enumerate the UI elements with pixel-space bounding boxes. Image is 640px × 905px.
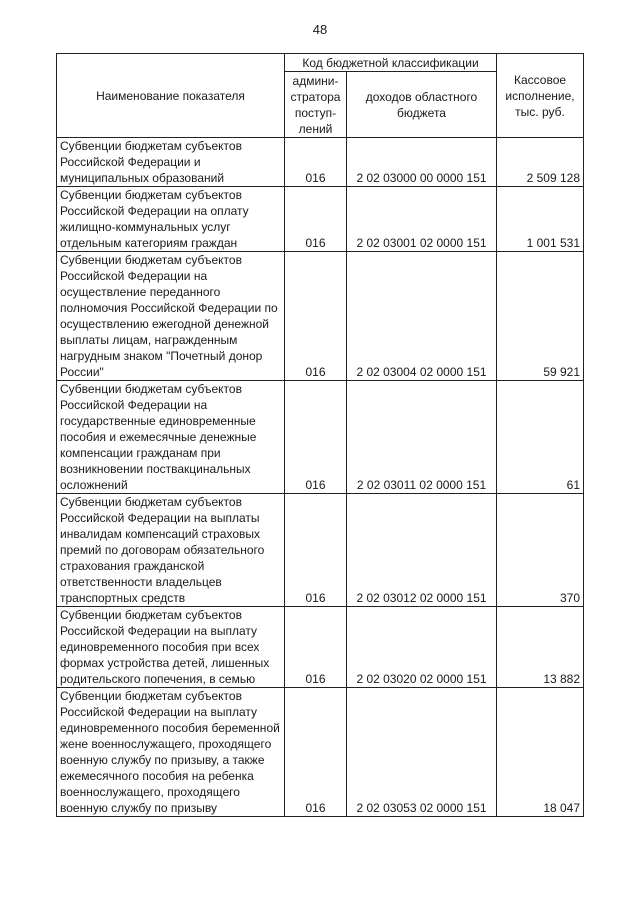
row-admin-cell: 016 — [285, 381, 347, 494]
row-name-cell: Субвенции бюджетам субъектов Российской Федерации и муниципальных образований — [57, 138, 285, 187]
row-admin-cell: 016 — [285, 187, 347, 252]
row-code-cell: 2 02 03020 02 0000 151 — [347, 607, 497, 688]
row-code-cell: 2 02 03012 02 0000 151 — [347, 494, 497, 607]
row-amount-cell: 18 047 — [497, 688, 584, 817]
row-amount-cell: 370 — [497, 494, 584, 607]
row-name-cell: Субвенции бюджетам субъектов Российской Федерации на выплаты инвалидам компенсаций страховых премий по договорам обязательного страхования гражданской ответственности владельцев транспортных средств — [57, 494, 285, 607]
row-code-cell: 2 02 03053 02 0000 151 — [347, 688, 497, 817]
table-row — [57, 688, 584, 817]
table-row — [57, 252, 584, 381]
header-administrator: админи-стратора поступ-лений — [285, 72, 347, 138]
row-name-cell: Субвенции бюджетам субъектов Российской Федерации на выплату единовременного пособия при всех формах устройства детей, лишенных родительского попечения, в семью — [57, 607, 285, 688]
row-amount-cell: 61 — [497, 381, 584, 494]
row-admin-cell: 016 — [285, 688, 347, 817]
row-code-cell: 2 02 03000 00 0000 151 — [347, 138, 497, 187]
table-row — [57, 607, 584, 688]
row-name-cell: Субвенции бюджетам субъектов Российской Федерации на осуществление переданного полномочия Российской Федерации по осуществлению ежегодной денежной выплаты лицам, награжденным нагрудным знаком "Почетный донор России" — [57, 252, 285, 381]
row-name-cell: Субвенции бюджетам субъектов Российской Федерации на выплату единовременного пособия беременной жене военнослужащего, проходящего военную службу по призыву, а также ежемесячного пособия на ребенка военнослужащего, проходящего военную службу по призыву — [57, 688, 285, 817]
row-name-cell: Субвенции бюджетам субъектов Российской Федерации на государственные единовременные пособия и ежемесячные денежные компенсации гражданам при возникновении поствакцинальных осложнений — [57, 381, 285, 494]
row-admin-cell: 016 — [285, 607, 347, 688]
header-income: доходов областного бюджета — [347, 72, 497, 138]
row-amount-cell: 13 882 — [497, 607, 584, 688]
row-code-cell: 2 02 03011 02 0000 151 — [347, 381, 497, 494]
row-code-cell: 2 02 03001 02 0000 151 — [347, 187, 497, 252]
table-row — [57, 381, 584, 494]
table-row — [57, 187, 584, 252]
table-row — [57, 494, 584, 607]
row-amount-cell: 1 001 531 — [497, 187, 584, 252]
budget-table — [56, 53, 584, 817]
page-number: 48 — [312, 22, 328, 37]
table-row — [57, 138, 584, 187]
header-execution: Кассовое исполнение, тыс. руб. — [497, 54, 584, 138]
row-admin-cell: 016 — [285, 494, 347, 607]
row-admin-cell: 016 — [285, 252, 347, 381]
row-amount-cell: 59 921 — [497, 252, 584, 381]
row-admin-cell: 016 — [285, 138, 347, 187]
row-name-cell: Субвенции бюджетам субъектов Российской Федерации на оплату жилищно-коммунальных услуг отдельным категориям граждан — [57, 187, 285, 252]
table-body — [57, 138, 584, 817]
header-name: Наименование показателя — [57, 54, 285, 138]
table-header — [57, 54, 584, 138]
header-classification: Код бюджетной классификации — [285, 54, 497, 72]
row-code-cell: 2 02 03004 02 0000 151 — [347, 252, 497, 381]
row-amount-cell: 2 509 128 — [497, 138, 584, 187]
